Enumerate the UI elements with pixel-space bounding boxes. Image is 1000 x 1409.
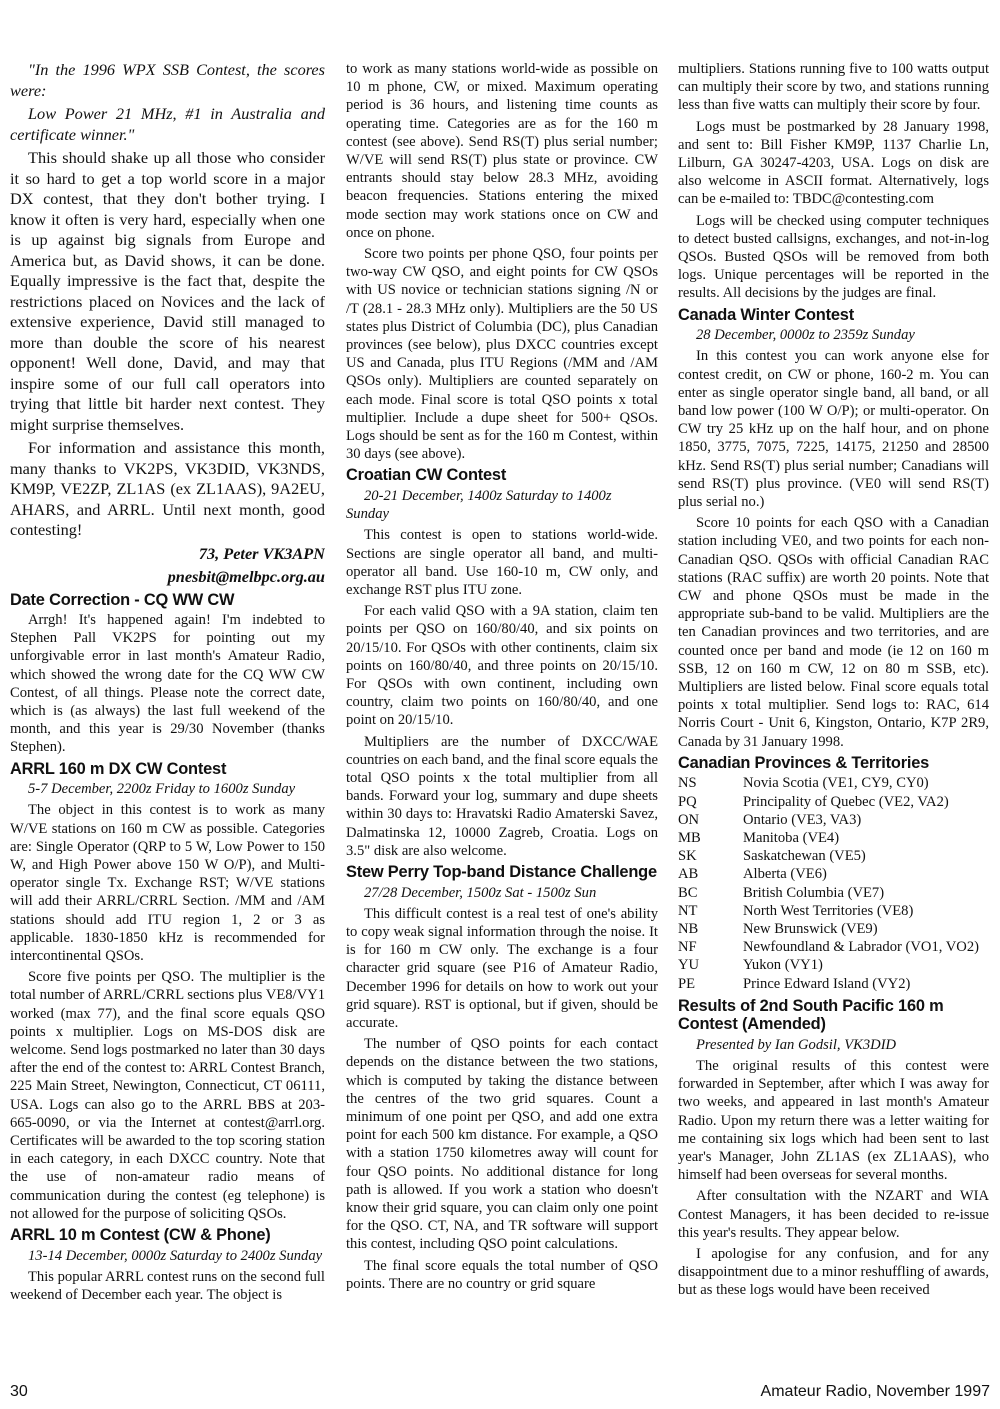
table-row	[678, 865, 979, 883]
province-name: Yukon (VY1)	[743, 957, 823, 974]
section-heading: ARRL 160 m DX CW Contest	[10, 759, 227, 778]
province-name: Manitoba (VE4)	[743, 829, 840, 846]
province-name: Saskatchewan (VE5)	[743, 848, 866, 865]
paragraph: Arrgh! It's happened again! I'm indebted to Stephen Pall VK2PS for pointing out my unforgivable error in last month's Amateur Radio, which showed the wrong date for the CQ WW CW Contest, of all things. Please note the correct date, which is (as always) the last full weekend of the month, and this year is 29/30 November (thanks Stephen).	[10, 612, 325, 756]
paragraph: Score five points per QSO. The multiplier is the total number of ARRL/CRRL sections plus VE8/VY1 worked (max 77), and the final score equals QSO points x multiplier. Logs on MS-DOS disk are welcome. Send logs postmarked no later than 30 days after the end of the contest to: ARRL Contest Branch, 225 Main Street, Newington, Connecticut, CT 06111, USA. Logs can also go to the ARRL BBS at 203-665-0090, or via the Internet at contest@arrl.org. Certificates will be awarded to the top scoring station in each category, in each DXCC country. Note that the use of non-amateur radio means of communication during the contest (eg telephone) is not allowed for the purpose of soliciting QSOs.	[10, 969, 325, 1222]
table-row	[678, 847, 979, 865]
paragraph: This popular ARRL contest runs on the second full weekend of December each year. The object is	[10, 1268, 325, 1303]
quote-result: Low Power 21 MHz, #1 in Australia and certificate winner."	[10, 104, 325, 144]
province-code: NS	[678, 775, 697, 792]
section-heading: Date Correction - CQ WW CW	[10, 590, 235, 609]
provinces-table	[678, 774, 979, 992]
paragraph: Score two points per phone QSO, four points per two-way CW QSO, and eight points for CW QSOs with US novice or technician stations signing /N or /T (28.1 - 28.3 MHz only). Multipliers are the 50 US states plus District of Columbia (DC), plus Canadian provinces (see below), plus DXCC countries except US and Canada, plus ITU Regions (/MM and /AM QSOs only). Multipliers are counted separately on each mode. Final score is total QSO points x total multiplier. Include a dupe sheet for 500+ QSOs. Logs should be sent as for the 160 m Contest, within 30 days (see above).	[346, 246, 658, 463]
section-heading: Canadian Provinces & Territories	[678, 753, 930, 772]
paragraph: Logs must be postmarked by 28 January 1998, and sent to: Bill Fisher KM9P, 1137 Charlie Ln, Lilburn, GA 30247-4203, USA. Logs on disk are also welcome in ASCII format. Alternatively, logs can be e-mailed to: TBDC@contesting.com	[678, 118, 989, 208]
province-name: Newfoundland & Labrador (VO1, VO2)	[743, 939, 980, 956]
paragraph: Score 10 points for each QSO with a Canadian station including VE0, and two points for each non-Canadian QSO. QSOs with official Canadian RAC stations (RAC suffix) are worth 20 points. Note that CW and phone QSOs must be made in the appropriate sub-band to be valid. Multipliers are the ten Canadian provinces and two territories, and are counted once per band and mode (ie 12 on 160 m SSB, 12 on 160 m CW, 12 on 80 m SSB, etc). Multipliers are listed below. Final score equals total points x total multiplier. Send logs to: RAC, 614 Norris Court - Unit 6, Kingston, Ontario, K7P 2R9, Canada by 31 January 1998.	[678, 515, 989, 750]
province-name: North West Territories (VE8)	[743, 902, 914, 919]
paragraph: Multipliers are the number of DXCC/WAE countries on each band, and the final score equals the total QSO points x the total multiplier from all bands. Forward your log, summary and dupe sheets within 30 days to: Hravatski Radio Amaterski Savez, Dalmatinska 12, 10000 Zagreb, Croatia. Logs on 3.5" disk are also welcome.	[346, 733, 658, 859]
table-row	[678, 956, 979, 974]
province-name: Novia Scotia (VE1, CY9, CY0)	[743, 775, 929, 792]
province-name: Principality of Quebec (VE2, VA2)	[743, 793, 949, 810]
column-middle	[346, 60, 658, 1296]
paragraph: The final score equals the total number of QSO points. There are no country or grid square	[346, 1257, 658, 1292]
paragraph: I apologise for any confusion, and for any disappointment due to a minor reshuffling of awards, but as these logs would have been received	[678, 1245, 989, 1299]
paragraph: The number of QSO points for each contact depends on the distance between the two stations, which is computed by taking the distance between the centres of the two grid squares. Count a minimum of one point per QSO, and add one extra point for each 500 km distance. For example, a QSO with a station 1750 kilometres away will count for four QSO points. No additional distance for long path is allowed. If you work a station who doesn't know their grid square, you can claim only one point for the QSO. CT, NA, and TR software will support this contest, including QSO point calculations.	[346, 1036, 658, 1253]
paragraph: For information and assistance this month, many thanks to VK2PS, VK3DID, VK3NDS, KM9P, VE2ZP, ZL1AS (ex ZL1AAS), 9A2EU, AHARS, and ARRL. Until next month, good contesting!	[10, 438, 325, 539]
table-row	[678, 902, 979, 920]
paragraph: This difficult contest is a real test of one's ability to copy weak signal information through the noise. It is for 160 m CW only. The exchange is a four character grid square (see P16 of Amateur Radio, December 1996 for details on how to work out your grid square). RST is optional, but if given, should be accurate.	[346, 905, 658, 1031]
table-row	[678, 811, 979, 829]
province-code: MB	[678, 829, 701, 846]
section-heading: Canada Winter Contest	[678, 305, 854, 324]
province-code: NF	[678, 939, 697, 956]
province-code: SK	[678, 848, 697, 865]
paragraph: For each valid QSO with a 9A station, claim ten points per QSO on 160/80/40, and six points on 20/15/10. For QSOs with other continents, claim six points on 160/80/40, and three points on 20/15/10. For QSOs with own continent, including own country, claim two points on 160/80/40, and one point on 20/15/10.	[346, 603, 658, 729]
province-name: New Brunswick (VE9)	[743, 920, 878, 937]
table-row	[678, 884, 979, 902]
province-code: AB	[678, 866, 699, 883]
table-row	[678, 975, 979, 993]
paragraph: After consultation with the NZART and WIA Contest Managers, it has been decided to re-issue this year's results. They appear below.	[678, 1188, 989, 1241]
column-right	[678, 60, 989, 1303]
page-number: 30	[10, 1383, 28, 1400]
table-row	[678, 793, 979, 811]
paragraph: This should shake up all those who consider it so hard to get a top world score in a major DX contest, that they don't bother trying. I know it often is very hard, especially when one is up against big signals from Europe and America but, as David shows, it can be done. Equally impressive is the fact that, despite the restrictions placed on Novices and the lack of extensive experience, David still managed to more than double the score of his nearest opponent! Well done, David, and may that inspire some of our full call operators into trying that little bit harder next contest. They might surprise themselves.	[10, 148, 325, 434]
table-row	[678, 829, 979, 847]
province-code: NB	[678, 920, 699, 937]
paragraph: Logs will be checked using computer techniques to detect busted callsigns, exchanges, and not-in-log QSOs. Busted QSOs will be removed from both logs. Unique percentages will be reported in the results. All decisions by the judges are final.	[678, 212, 989, 302]
province-code: ON	[678, 811, 700, 828]
column-left	[10, 60, 325, 1307]
paragraph: The object in this contest is to work as many W/VE stations on 160 m CW as possible. Categories are: Single Operator (QRP to 5 W, Low Power to 150 W, and High Power above 150 W O/P), and Multi-operator single Tx. Exchange RST; W/VE stations will add their ARRL/CRRL Section. /MM and /AM stations should add ITU region 1, 2 or 3 as applicable. 1830-1850 kHz is recommended for intercontinental QSOs.	[10, 802, 325, 964]
province-code: NT	[678, 902, 698, 919]
author-email: pnesbit@melbpc.org.au	[167, 567, 325, 586]
province-name: Alberta (VE6)	[743, 866, 827, 883]
paragraph: The original results of this contest were forwarded in September, after which I was away for two weeks, and appeared in last month's Amateur Radio. Upon my return there was a letter waiting for me containing six logs which had been sent to last year's Manager, John ZL1AS (ex ZL1AAS), who himself had been overseas for several months.	[678, 1057, 989, 1184]
province-name: Prince Edward Island (VY2)	[743, 975, 911, 992]
section-heading: Results of 2nd South Pacific 160 m Contest (Amended)	[678, 996, 944, 1034]
province-code: PE	[678, 975, 696, 992]
contest-dates: 27/28 December, 1500z Sat - 1500z Sun	[364, 884, 597, 901]
province-name: British Columbia (VE7)	[743, 884, 885, 901]
section-heading: ARRL 10 m Contest (CW & Phone)	[10, 1226, 271, 1244]
table-row	[678, 920, 979, 938]
contest-dates: 5-7 December, 2200z Friday to 1600z Sunday	[28, 781, 296, 798]
paragraph: This contest is open to stations world-wide. Sections are single operator all band, and multi-operator all band. Use 160-10 m, CW only, and exchange RST plus ITU zone.	[346, 527, 658, 598]
author-signature: 73, Peter VK3APN	[198, 543, 325, 563]
paragraph: multipliers. Stations running five to 100 watts output can multiply their score by two, and stations running less than five watts can multiply their score by four.	[678, 61, 989, 114]
paragraph: to work as many stations world-wide as possible on 10 m phone, CW, or mixed. Maximum operating period is 36 hours, and listening time counts as operating time. Categories are as for the 160 m contest (see above). Send RS(T) plus serial number; W/VE will send RS(T) plus state or province. CW entrants should stay below 28.3 MHz, avoiding beacon frequencies. Stations entering the mixed mode section may work stations once on CW and once on phone.	[346, 61, 658, 241]
contest-dates: 28 December, 0000z to 2359z Sunday	[696, 327, 915, 344]
province-name: Ontario (VE3, VA3)	[743, 811, 862, 828]
section-heading: Stew Perry Top-band Distance Challenge	[346, 863, 657, 882]
magazine-issue: Amateur Radio, November 1997	[760, 1383, 990, 1400]
province-code: PQ	[678, 793, 697, 810]
contest-dates: 20-21 December, 1400z Saturday to 1400z Sunday	[346, 487, 612, 523]
contest-dates: 13-14 December, 0000z Saturday to 2400z Sunday	[28, 1247, 323, 1264]
section-heading: Croatian CW Contest	[346, 466, 507, 485]
table-row	[678, 938, 979, 956]
byline: Presented by Ian Godsil, VK3DID	[696, 1036, 897, 1053]
table-row	[678, 774, 979, 792]
province-code: YU	[678, 957, 700, 974]
province-code: BC	[678, 884, 698, 901]
paragraph: In this contest you can work anyone else for contest credit, on CW or phone, 160-2 m. You can enter as single operator single band, all band, or all band low power (100 W O/P); or multi-operator. On CW try 25 kHz up on the half hour, and on phone 1850, 3775, 7075, 7225, 14175, 21250 and 28500 kHz. Send RS(T) plus serial number; Canadians will send RS(T) plus province. (VE0 will send RS(T) plus serial no.)	[678, 348, 989, 510]
quote-intro: "In the 1996 WPX SSB Contest, the scores were:	[10, 60, 325, 100]
